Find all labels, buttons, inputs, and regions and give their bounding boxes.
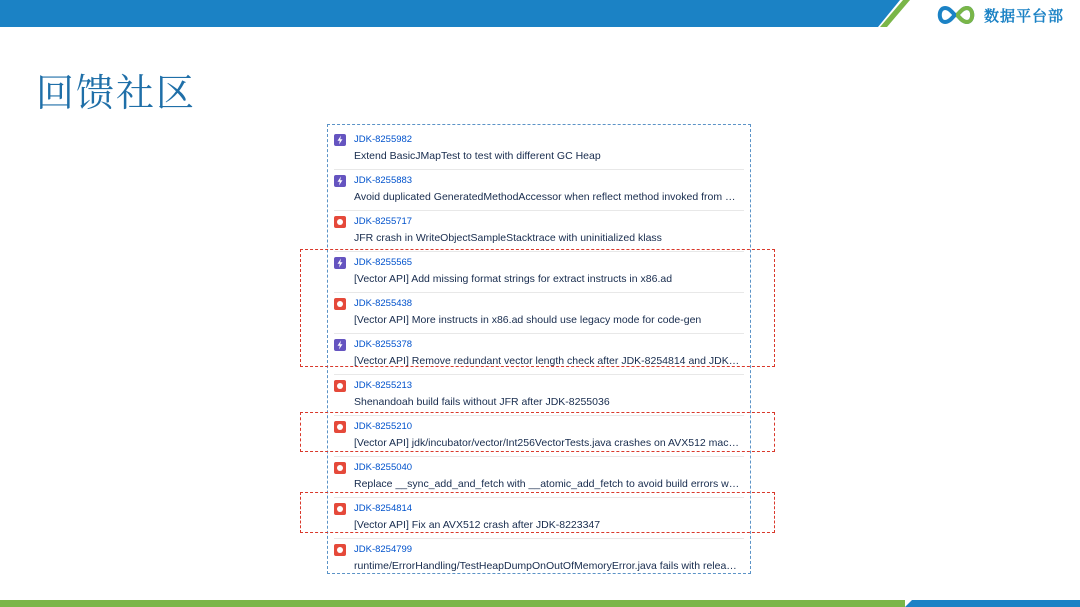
issue-row[interactable] xyxy=(334,415,744,457)
issue-summary: Avoid duplicated GeneratedMethodAccessor when reflect method invoked from … xyxy=(354,191,736,203)
footer-bar xyxy=(0,600,1080,607)
issue-key-link[interactable]: JDK-8255565 xyxy=(354,257,413,268)
improvement-icon xyxy=(334,339,346,351)
issue-row[interactable] xyxy=(334,210,744,252)
issue-summary: [Vector API] Fix an AVX512 crash after JDK-8223347 xyxy=(354,519,601,531)
bug-icon xyxy=(334,216,346,228)
bug-icon xyxy=(334,462,346,474)
bug-icon xyxy=(334,380,346,392)
issue-row[interactable] xyxy=(334,456,744,498)
logo-text: 数据平台部 xyxy=(983,6,1064,25)
page-title: 回馈社区 xyxy=(36,71,197,115)
issue-summary: [Vector API] Add missing format strings for extract instructs in x86.ad xyxy=(354,273,673,285)
issue-key-link[interactable]: JDK-8255883 xyxy=(354,175,413,186)
issue-row[interactable] xyxy=(334,538,744,579)
issue-key-link[interactable]: JDK-8254814 xyxy=(354,503,413,514)
bug-icon xyxy=(334,544,346,556)
issue-key-link[interactable]: JDK-8255040 xyxy=(354,462,413,473)
issue-row[interactable] xyxy=(334,374,744,416)
issue-key-link[interactable]: JDK-8255213 xyxy=(354,380,413,391)
improvement-icon xyxy=(334,175,346,187)
logo xyxy=(880,0,1080,30)
issue-key-link[interactable]: JDK-8255378 xyxy=(354,339,413,350)
issue-row[interactable] xyxy=(334,251,744,293)
issue-summary: [Vector API] jdk/incubator/vector/Int256VectorTests.java crashes on AVX512 mac… xyxy=(354,437,740,449)
bug-icon xyxy=(334,421,346,433)
issue-summary: Shenandoah build fails without JFR after JDK-8255036 xyxy=(354,396,610,408)
issue-summary: Replace __sync_add_and_fetch with __atomic_add_fetch to avoid build errors w… xyxy=(354,478,740,490)
issue-key-link[interactable]: JDK-8255982 xyxy=(354,134,413,145)
issue-summary: [Vector API] More instructs in x86.ad should use legacy mode for code-gen xyxy=(354,314,702,326)
bug-icon xyxy=(334,503,346,515)
issue-summary: JFR crash in WriteObjectSampleStacktrace with uninitialized klass xyxy=(354,232,662,244)
issue-key-link[interactable]: JDK-8255717 xyxy=(354,216,413,227)
issue-key-link[interactable]: JDK-8254799 xyxy=(354,544,413,555)
issue-summary: Extend BasicJMapTest to test with different GC Heap xyxy=(354,150,601,162)
issue-row[interactable] xyxy=(334,169,744,211)
improvement-icon xyxy=(334,257,346,269)
issue-row[interactable] xyxy=(334,497,744,539)
issue-list xyxy=(327,124,751,574)
issue-key-link[interactable]: JDK-8255438 xyxy=(354,298,413,309)
issue-summary: [Vector API] Remove redundant vector length check after JDK-8254814 and JDK… xyxy=(354,355,740,367)
issue-key-link[interactable]: JDK-8255210 xyxy=(354,421,413,432)
infinity-logo-icon xyxy=(934,4,978,26)
improvement-icon xyxy=(334,134,346,146)
bug-icon xyxy=(334,298,346,310)
issue-summary: runtime/ErrorHandling/TestHeapDumpOnOutOfMemoryError.java fails with relea… xyxy=(354,560,737,572)
issue-row[interactable] xyxy=(334,333,744,375)
issue-row[interactable] xyxy=(334,292,744,334)
issue-row[interactable] xyxy=(334,128,744,170)
